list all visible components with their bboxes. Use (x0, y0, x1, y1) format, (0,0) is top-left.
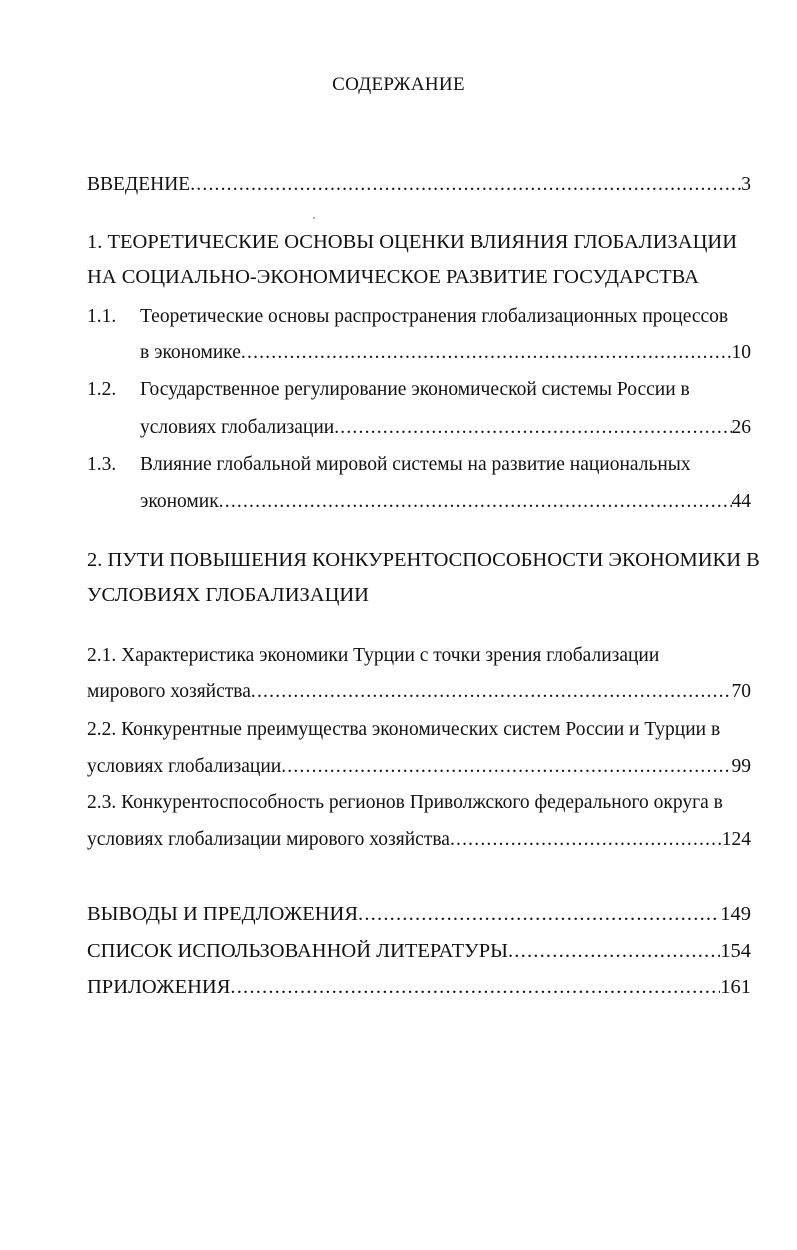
section-1-1-entry (140, 338, 751, 368)
toc-entry-intro (87, 170, 751, 200)
toc-page-number: 44 (731, 491, 751, 512)
section-1-3-entry (140, 487, 751, 517)
dot-leader (230, 972, 720, 1002)
toc-entry-bibliography (87, 936, 751, 966)
section-1-2-title: Государственное регулирование экономической системы России в (140, 379, 690, 400)
toc-entry-label: в экономике (140, 342, 241, 363)
section-1-2-entry (140, 413, 751, 443)
dot-leader (190, 170, 741, 200)
toc-entry-label: условиях глобализации (87, 756, 282, 777)
toc-entry-label: мирового хозяйства (87, 681, 251, 702)
section-1-1-title: Теоретические основы распространения глобализационных процессов (140, 306, 729, 327)
toc-entry-label: условиях глобализации (140, 417, 335, 438)
toc-page-number: 3 (741, 174, 751, 195)
dot-leader (358, 899, 720, 929)
dot-leader (334, 413, 731, 443)
section-1-1-number: 1.1. (87, 306, 117, 327)
dot-leader (219, 487, 732, 517)
section-2-2-entry (87, 752, 751, 782)
toc-entry-label: ПРИЛОЖЕНИЯ (87, 976, 231, 998)
toc-entry-conclusions (87, 899, 751, 929)
scan-speck (313, 217, 315, 219)
toc-entry-label: условиях глобализации мирового хозяйства (87, 829, 450, 850)
toc-page-number: 154 (720, 940, 751, 962)
section-2-3-title: 2.3. Конкурентоспособность регионов Приволжского федерального округа в (87, 792, 723, 813)
toc-page-number: 26 (731, 417, 751, 438)
toc-page-number: 149 (720, 903, 751, 925)
toc-entry-label: экономик (140, 491, 219, 512)
toc-page-number: 10 (731, 342, 751, 363)
toc-page-number: 99 (731, 756, 751, 777)
page-title: СОДЕРЖАНИЕ (332, 74, 465, 95)
section-2-1-title: 2.1. Характеристика экономики Турции с точки зрения глобализации (87, 645, 660, 666)
dot-leader (508, 936, 720, 966)
dot-leader (251, 677, 732, 707)
toc-entry-label: ВВЕДЕНИЕ (87, 174, 191, 195)
chapter-2-heading-line-2: УСЛОВИЯХ ГЛОБАЛИЗАЦИИ (87, 584, 369, 606)
section-1-3-number: 1.3. (87, 454, 117, 475)
toc-entry-label: ВЫВОДЫ И ПРЕДЛОЖЕНИЯ (87, 903, 359, 925)
dot-leader (450, 825, 722, 855)
dot-leader (281, 752, 731, 782)
section-1-2-number: 1.2. (87, 379, 117, 400)
section-1-3-title: Влияние глобальной мировой системы на развитие национальных (140, 454, 691, 475)
section-2-1-entry (87, 677, 751, 707)
toc-page-number: 161 (720, 976, 751, 998)
chapter-1-heading-line-2: НА СОЦИАЛЬНО-ЭКОНОМИЧЕСКОЕ РАЗВИТИЕ ГОСУДАРСТВА (87, 266, 699, 288)
toc-page-number: 124 (721, 829, 751, 850)
dot-leader (241, 338, 732, 368)
toc-entry-appendices (87, 972, 751, 1002)
section-2-2-title: 2.2. Конкурентные преимущества экономических систем России и Турции в (87, 719, 721, 740)
chapter-2-heading-line-1: 2. ПУТИ ПОВЫШЕНИЯ КОНКУРЕНТОСПОСОБНОСТИ ЭКОНОМИКИ В (87, 549, 760, 571)
section-2-3-entry (87, 825, 751, 855)
toc-entry-label: СПИСОК ИСПОЛЬЗОВАННОЙ ЛИТЕРАТУРЫ (87, 940, 508, 962)
chapter-1-heading-line-1: 1. ТЕОРЕТИЧЕСКИЕ ОСНОВЫ ОЦЕНКИ ВЛИЯНИЯ ГЛОБАЛИЗАЦИИ (87, 231, 737, 253)
toc-page-number: 70 (731, 681, 751, 702)
